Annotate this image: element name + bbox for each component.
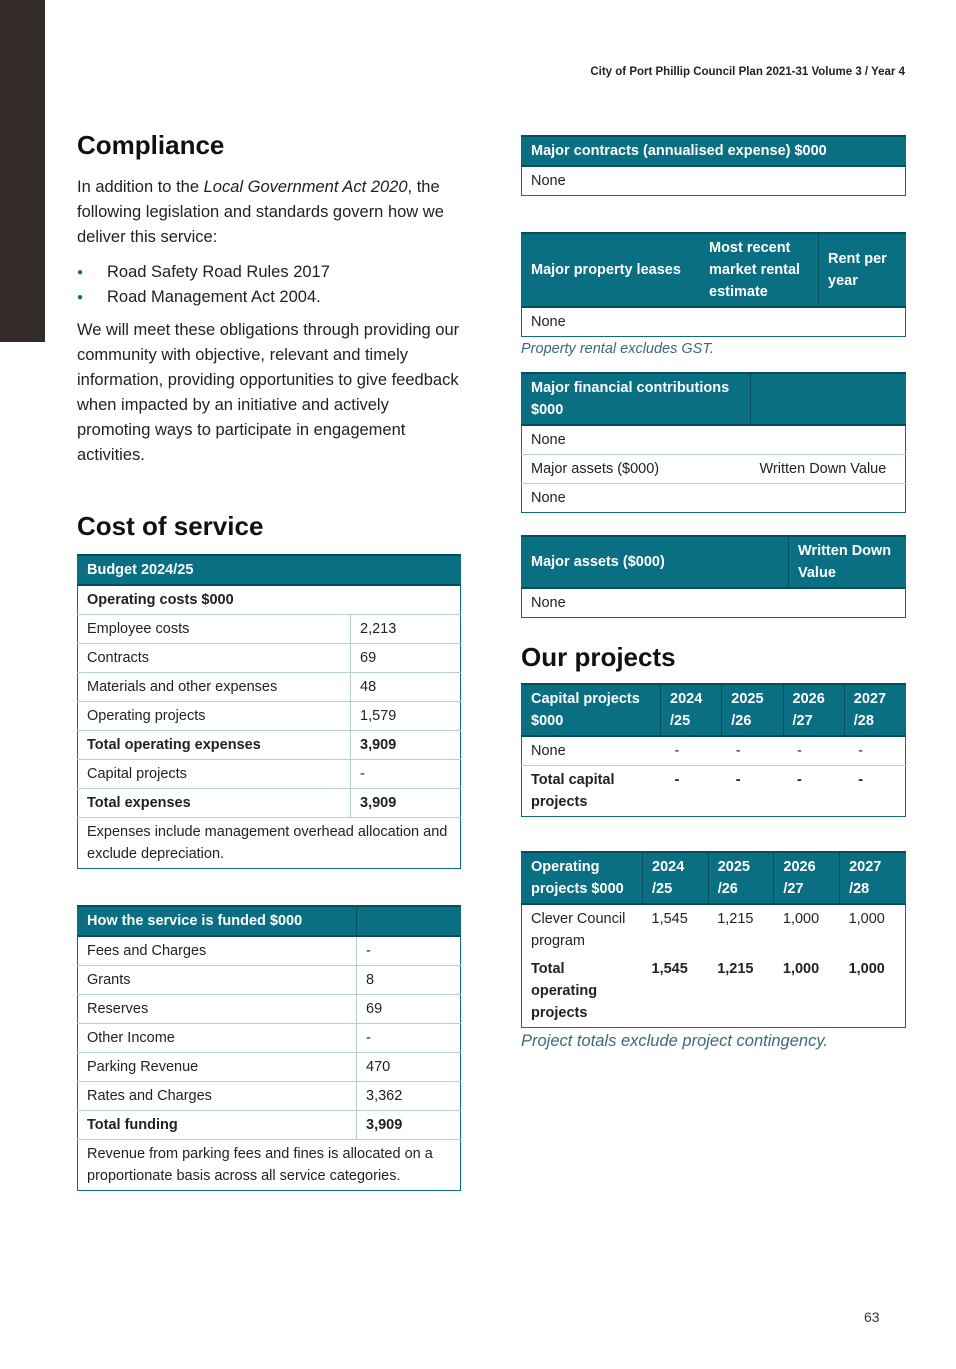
funding-header-blank [357, 906, 461, 936]
row-label: None [522, 736, 661, 766]
row-value: 8 [357, 966, 461, 995]
financial-header-blank [751, 373, 906, 425]
table-row [522, 904, 906, 955]
assets-col-value: Written Down Value [789, 536, 906, 588]
row-label: Rates and Charges [78, 1082, 357, 1111]
legislation-item: ● Road Management Act 2004. [77, 285, 461, 310]
row-value: 3,909 [351, 789, 461, 818]
row-value: - [661, 736, 722, 766]
assets-label: Major assets ($000) [522, 455, 751, 484]
compliance-title: Compliance [77, 130, 225, 160]
assets-row: None [522, 588, 906, 618]
row-value: 1,579 [351, 702, 461, 731]
table-row [522, 766, 906, 817]
year-header: 2026 /27 [774, 852, 840, 904]
row-value: - [722, 766, 783, 817]
projects-title: Our projects [521, 642, 676, 672]
row-label: Total funding [78, 1111, 357, 1140]
row-label: Employee costs [78, 615, 351, 644]
row-value: - [351, 760, 461, 789]
funding-note: Revenue from parking fees and fines is allocated on a proportionate basis across all service categories. [78, 1140, 461, 1191]
operating-header: Operating projects $000 [522, 852, 643, 904]
page-number: 63 [864, 1309, 880, 1325]
operating-costs-subheader: Operating costs $000 [78, 585, 461, 615]
table-row [78, 1053, 461, 1082]
row-value: - [722, 736, 783, 766]
row-label: Capital projects [78, 760, 351, 789]
leases-col-property: Major property leases [522, 233, 701, 307]
year-header: 2025 /26 [708, 852, 774, 904]
row-value: - [783, 766, 844, 817]
intro-text-start: In addition to the [77, 178, 204, 196]
expenses-note: Expenses include management overhead allocation and exclude depreciation. [78, 818, 461, 869]
projects-note: Project totals exclude project contingency. [521, 1032, 828, 1050]
table-row [522, 955, 906, 1028]
capital-header: Capital projects $000 [522, 684, 661, 736]
table-row [78, 731, 461, 760]
row-label: Fees and Charges [78, 936, 357, 966]
row-value: 470 [357, 1053, 461, 1082]
year-header: 2027 /28 [840, 852, 906, 904]
row-label: Total capital projects [522, 766, 661, 817]
row-label: Operating projects [78, 702, 351, 731]
row-value: 1,000 [782, 961, 820, 977]
table-row [78, 789, 461, 818]
operating-projects-table [521, 851, 906, 1028]
table-row [78, 995, 461, 1024]
row-label: Total operating expenses [78, 731, 351, 760]
funding-table [77, 905, 461, 1191]
left-column [77, 130, 461, 1191]
row-value: 3,909 [357, 1111, 461, 1140]
side-bar-decoration [0, 0, 45, 342]
leases-row: None [522, 307, 906, 337]
table-row [78, 936, 461, 966]
row-label: Grants [78, 966, 357, 995]
row-value: 1,215 [708, 904, 774, 955]
table-row [522, 736, 906, 766]
row-value: 1,215 [717, 961, 754, 977]
funding-header: How the service is funded $000 [78, 906, 357, 936]
row-label: Total expenses [78, 789, 351, 818]
financial-row: None [522, 425, 906, 455]
row-label: Reserves [78, 995, 357, 1024]
row-value: 1,545 [643, 904, 709, 955]
year-header: 2025 /26 [722, 684, 783, 736]
leases-col-market: Most recent market rental estimate [700, 233, 819, 307]
assets-value: Written Down Value [751, 455, 906, 484]
row-label: Contracts [78, 644, 351, 673]
row-value: 3,909 [351, 731, 461, 760]
leases-table [521, 232, 906, 337]
budget-table [77, 554, 461, 869]
table-row [78, 1024, 461, 1053]
row-value: 3,362 [357, 1082, 461, 1111]
row-value: - [783, 736, 844, 766]
page-header: City of Port Phillip Council Plan 2021-31 Volume 3 / Year 4 [590, 66, 905, 78]
row-value: - [357, 1024, 461, 1053]
table-row [78, 702, 461, 731]
row-value: 1,545 [651, 961, 688, 977]
capital-projects-table [521, 683, 906, 817]
table-row [78, 1111, 461, 1140]
row-value: - [844, 736, 905, 766]
intro-act-name: Local Government Act 2020 [203, 178, 408, 196]
row-value: 2,213 [351, 615, 461, 644]
row-value: 69 [357, 995, 461, 1024]
table-row [78, 760, 461, 789]
year-header: 2024 /25 [643, 852, 709, 904]
financial-header: Major financial contributions $000 [522, 373, 751, 425]
assets-table [521, 535, 906, 618]
contracts-table [521, 135, 906, 196]
contracts-header: Major contracts (annualised expense) $000 [522, 136, 906, 166]
row-value: - [357, 936, 461, 966]
cost-title: Cost of service [77, 511, 264, 541]
table-row [78, 1082, 461, 1111]
row-value: 69 [351, 644, 461, 673]
row-label: Total operating projects [531, 961, 598, 1021]
row-label: Clever Council program [522, 904, 643, 955]
row-value: 48 [351, 673, 461, 702]
leases-col-rent: Rent per year [819, 233, 906, 307]
row-value: - [844, 766, 905, 817]
legislation-list [77, 260, 461, 310]
row-label: Materials and other expenses [78, 673, 351, 702]
table-row [78, 644, 461, 673]
row-label: Other Income [78, 1024, 357, 1053]
right-column [521, 135, 906, 1051]
compliance-paragraph: We will meet these obligations through providing our community with objective, relevant and timely information, providing opportunities to give feedback when impacted by an initiative and actively promoting ways to participate in engagement activities. [77, 321, 460, 464]
legislation-item: ● Road Safety Road Rules 2017 [77, 260, 461, 285]
row-value: 1,000 [848, 961, 885, 977]
year-header: 2027 /28 [844, 684, 905, 736]
row-value: 1,000 [840, 904, 906, 955]
year-header: 2026 /27 [783, 684, 844, 736]
row-value: - [661, 766, 722, 817]
year-header: 2024 /25 [661, 684, 722, 736]
compliance-intro [77, 175, 461, 250]
financial-table [521, 372, 906, 513]
table-row [78, 966, 461, 995]
row-value: 1,000 [774, 904, 840, 955]
intro-text-end: , the following legislation and standards govern how we deliver this service: [77, 178, 444, 246]
contracts-row: None [522, 166, 906, 196]
leases-note: Property rental excludes GST. [521, 341, 714, 357]
row-label: Parking Revenue [78, 1053, 357, 1082]
budget-header: Budget 2024/25 [78, 555, 461, 585]
financial-row: None [522, 484, 906, 513]
table-row [78, 615, 461, 644]
assets-col-label: Major assets ($000) [522, 536, 789, 588]
table-row [78, 673, 461, 702]
